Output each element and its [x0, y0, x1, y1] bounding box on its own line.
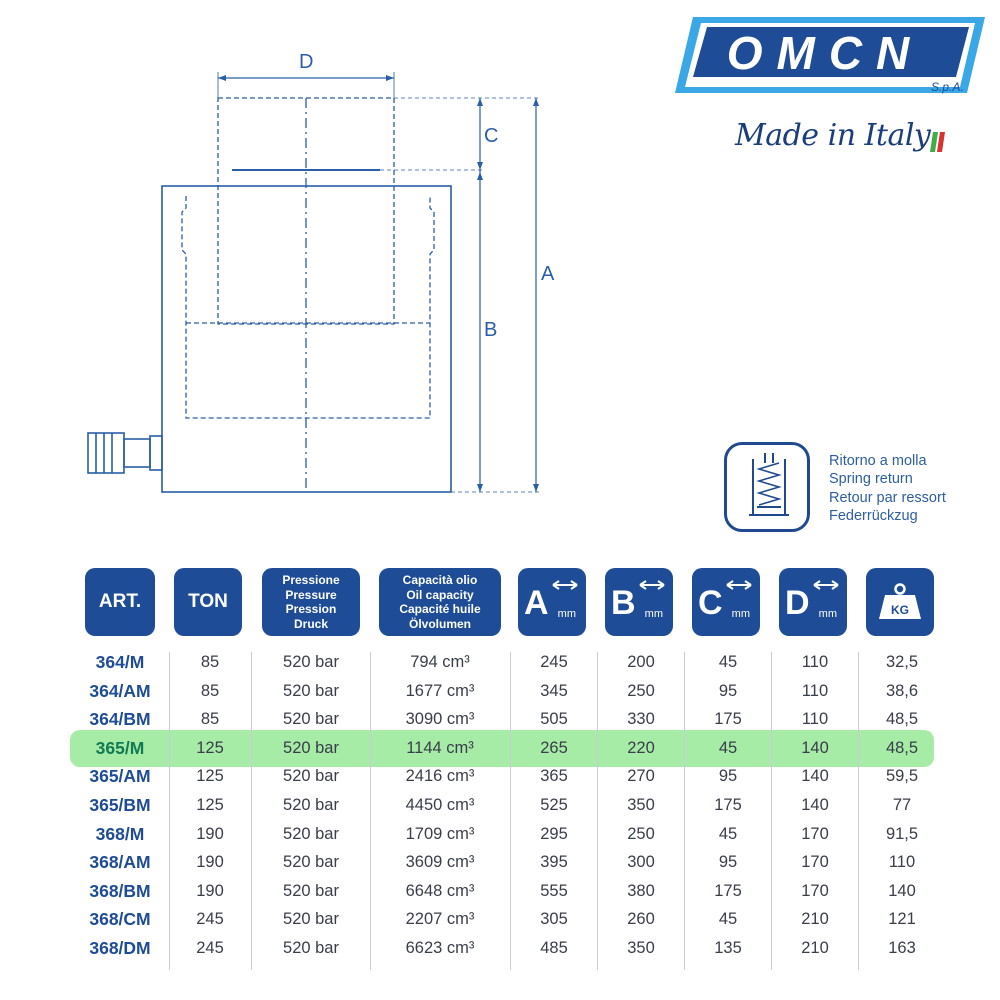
spring-return-de: Federrückzug	[829, 507, 918, 524]
cell-a: 395	[540, 853, 568, 872]
cell-pressure: 520 bar	[283, 767, 339, 786]
italy-flag-icon	[930, 130, 952, 154]
cell-pressure: 520 bar	[283, 881, 339, 900]
cell-pressure: 520 bar	[283, 824, 339, 843]
cell-ton: 190	[196, 824, 224, 843]
cell-b: 380	[627, 881, 655, 900]
spring-return-icon	[724, 442, 810, 532]
cell-d: 210	[801, 939, 829, 957]
cell-art: 364/M	[95, 652, 145, 672]
header-oil: Capacità olio Oil capacity Capacité huile Ölvolumen	[379, 568, 501, 636]
header-b: B mm	[605, 568, 673, 636]
cell-d: 140	[801, 796, 829, 814]
cell-a: 485	[540, 939, 568, 957]
made-in-italy: Made in Italy	[735, 118, 931, 153]
cell-art: 364/AM	[89, 680, 151, 701]
table-row	[0, 905, 1000, 933]
cell-oil: 6623 cm³	[405, 939, 475, 957]
cell-oil: 4450 cm³	[405, 796, 475, 814]
table-row	[0, 791, 1000, 819]
dim-label-b: B	[484, 319, 498, 341]
cell-a: 265	[540, 738, 568, 757]
cell-c: 95	[718, 853, 738, 872]
cell-b: 330	[627, 710, 655, 729]
table-row	[0, 677, 1000, 705]
header-c: C mm	[692, 568, 760, 636]
cell-d: 170	[801, 881, 829, 900]
cell-pressure: 520 bar	[283, 796, 339, 814]
cell-art: 368/DM	[89, 938, 151, 958]
cell-kg: 48,5	[885, 738, 919, 757]
cell-a: 525	[540, 796, 568, 814]
cell-b: 350	[627, 796, 655, 814]
cell-d: 110	[801, 653, 829, 671]
cell-oil: 6648 cm³	[405, 881, 475, 900]
horizontal-arrow-icon	[552, 580, 578, 590]
cell-d: 170	[801, 853, 829, 872]
table-row	[0, 934, 1000, 962]
cell-c: 135	[714, 939, 742, 957]
cell-a: 295	[540, 824, 568, 843]
cell-kg: 59,5	[885, 767, 919, 786]
cell-pressure: 520 bar	[283, 653, 339, 671]
cell-kg: 121	[888, 910, 916, 929]
cell-b: 250	[627, 681, 655, 700]
cell-c: 175	[714, 881, 742, 900]
cell-art: 368/AM	[89, 852, 151, 873]
cell-c: 175	[714, 710, 742, 729]
horizontal-arrow-icon	[813, 580, 839, 590]
cell-art: 368/M	[95, 823, 145, 844]
cell-b: 270	[627, 767, 655, 786]
cell-ton: 125	[196, 738, 224, 757]
cell-oil: 2207 cm³	[405, 910, 475, 929]
spring-return-text	[829, 452, 946, 525]
cell-oil: 1677 cm³	[405, 681, 475, 700]
spring-return-it: Ritorno a molla	[829, 453, 927, 469]
cell-d: 140	[801, 738, 829, 757]
cell-oil: 794 cm³	[410, 653, 470, 671]
dim-label-d: D	[299, 51, 314, 73]
horizontal-arrow-icon	[639, 580, 665, 590]
cell-ton: 125	[196, 767, 224, 786]
weight-icon	[877, 583, 923, 621]
cell-ton: 85	[200, 681, 220, 700]
cell-pressure: 520 bar	[283, 681, 339, 700]
cell-a: 305	[540, 910, 568, 929]
cell-kg: 163	[888, 939, 916, 957]
cell-oil: 2416 cm³	[405, 767, 475, 786]
cell-d: 110	[801, 710, 829, 729]
cell-b: 300	[627, 853, 655, 872]
cell-art: 365/M	[95, 737, 145, 758]
cell-c: 95	[718, 767, 738, 786]
cell-c: 45	[718, 653, 738, 671]
table-row	[0, 848, 1000, 876]
cell-c: 175	[714, 796, 742, 814]
cell-d: 170	[801, 824, 829, 843]
cell-b: 260	[627, 910, 655, 929]
cell-kg: 91,5	[885, 824, 919, 843]
cylinder-drawing	[0, 0, 600, 510]
cell-ton: 245	[196, 910, 224, 929]
cell-c: 95	[718, 681, 738, 700]
cell-art: 365/AM	[89, 766, 151, 787]
cell-a: 345	[540, 681, 568, 700]
logo-text: OMCN	[726, 27, 924, 79]
cell-ton: 190	[196, 881, 224, 900]
cell-a: 505	[540, 710, 568, 729]
cell-pressure: 520 bar	[283, 853, 339, 872]
cell-kg: 140	[888, 881, 916, 900]
cell-kg: 110	[888, 853, 916, 872]
cell-b: 200	[627, 653, 655, 671]
cell-d: 110	[801, 681, 829, 700]
cell-oil: 3090 cm³	[405, 710, 475, 729]
cell-a: 555	[540, 881, 568, 900]
spring-return-en: Spring return	[829, 471, 913, 488]
header-kg	[866, 568, 934, 636]
table-row	[0, 648, 1000, 676]
cell-b: 250	[627, 824, 655, 843]
logo-suffix: S.p.A.	[931, 80, 964, 94]
cell-ton: 125	[196, 796, 224, 814]
header-ton: TON	[174, 568, 242, 636]
header-d: D mm	[779, 568, 847, 636]
cell-art: 368/CM	[89, 909, 151, 930]
cell-pressure: 520 bar	[283, 939, 339, 957]
cell-art: 365/BM	[89, 795, 151, 815]
cell-c: 45	[718, 738, 738, 757]
cell-d: 210	[801, 910, 829, 929]
cell-art: 368/BM	[89, 880, 151, 901]
header-art: ART.	[85, 568, 155, 636]
cell-c: 45	[718, 910, 738, 929]
cell-c: 45	[718, 824, 738, 843]
cell-kg: 38,6	[885, 681, 919, 700]
table-row	[0, 762, 1000, 790]
svg-text:KG: KG	[891, 603, 909, 617]
cell-oil: 1144 cm³	[406, 738, 474, 757]
dim-label-a: A	[541, 263, 555, 285]
table-row	[0, 820, 1000, 848]
cell-kg: 77	[892, 796, 912, 814]
cell-art: 364/BM	[89, 709, 151, 730]
cell-oil: 1709 cm³	[405, 824, 475, 843]
cell-a: 365	[540, 767, 568, 786]
header-a: A mm	[518, 568, 586, 636]
cell-pressure: 520 bar	[283, 910, 339, 929]
table-row	[0, 877, 1000, 905]
cell-d: 140	[801, 767, 829, 786]
header-pressure: Pressione Pressure Pression Druck	[262, 568, 360, 636]
table-row	[0, 705, 1000, 733]
table-row	[0, 734, 1000, 762]
cell-b: 220	[627, 738, 655, 757]
horizontal-arrow-icon	[726, 580, 752, 590]
cell-oil: 3609 cm³	[405, 853, 475, 872]
cell-ton: 245	[196, 939, 224, 957]
cell-ton: 85	[200, 710, 220, 729]
dim-label-c: C	[484, 125, 499, 147]
cell-ton: 190	[196, 853, 224, 872]
cell-b: 350	[627, 939, 655, 957]
cell-kg: 32,5	[885, 653, 919, 671]
cell-ton: 85	[200, 653, 220, 671]
cell-pressure: 520 bar	[283, 738, 339, 757]
omcn-logo	[675, 15, 985, 95]
cell-pressure: 520 bar	[283, 710, 339, 729]
cell-kg: 48,5	[885, 710, 919, 729]
spring-return-fr: Retour par ressort	[829, 489, 946, 506]
cell-a: 245	[540, 653, 568, 671]
